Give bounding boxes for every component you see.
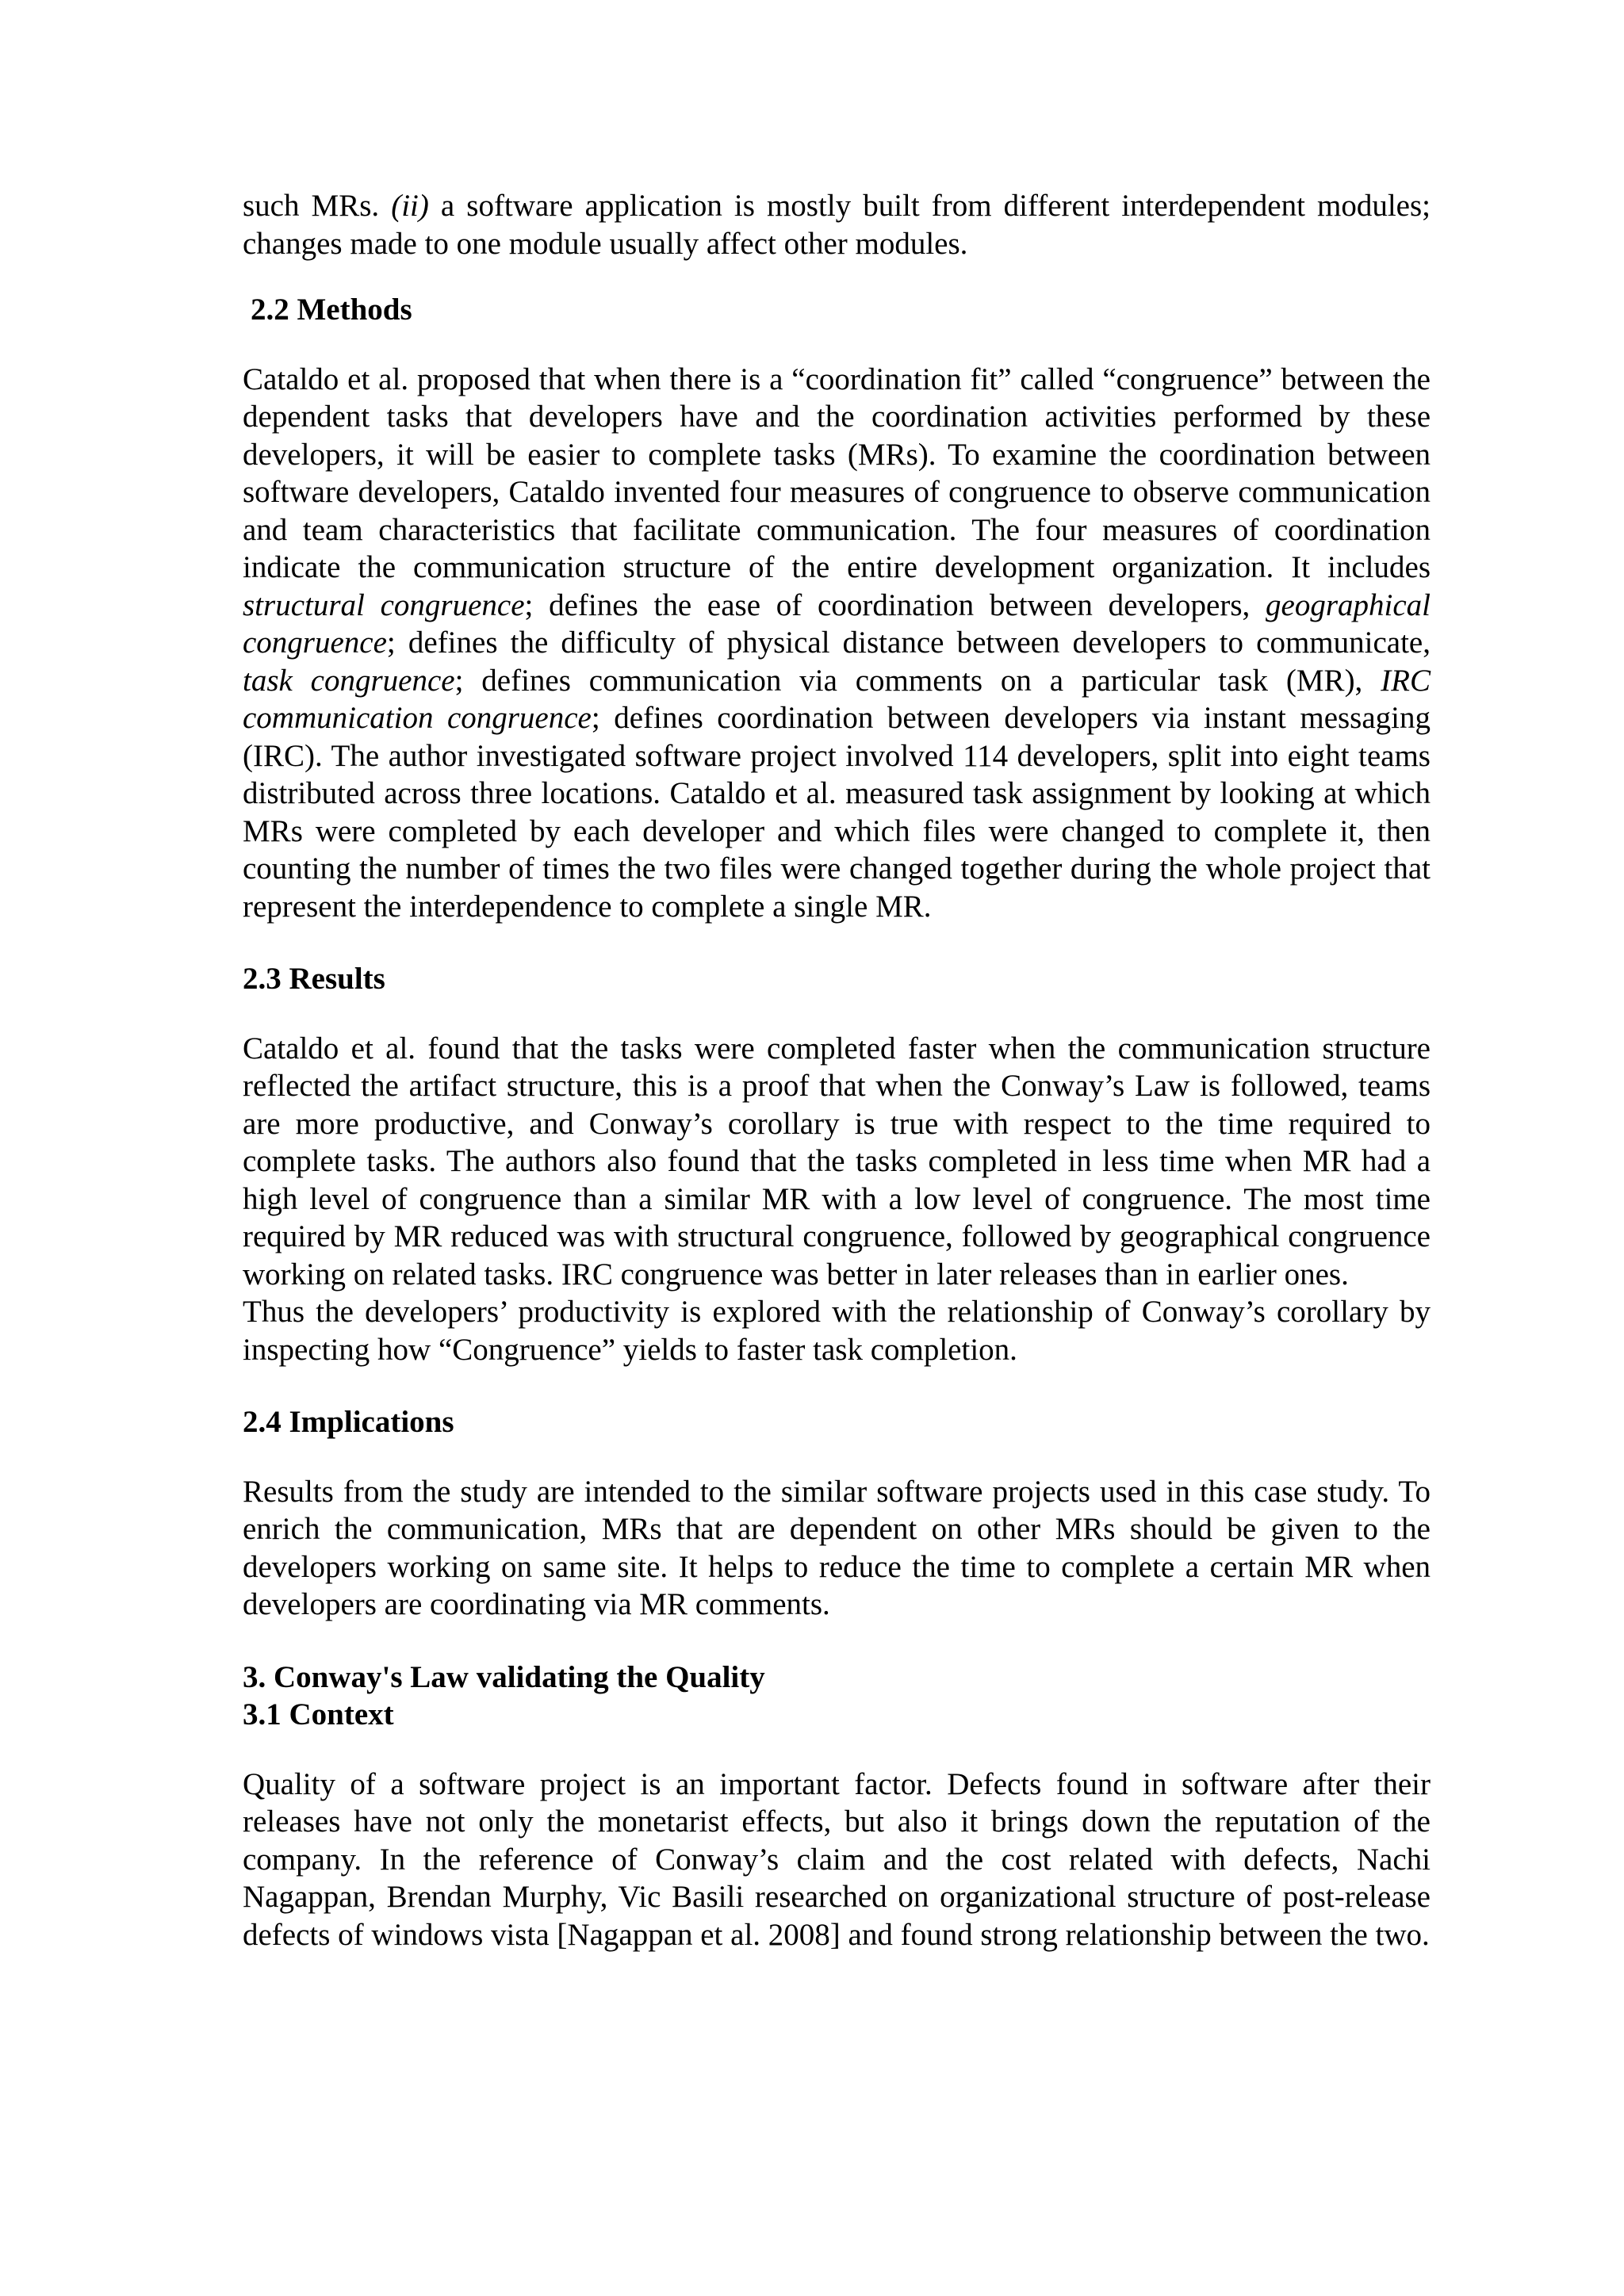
methods-heading: 2.2 Methods <box>251 293 412 327</box>
implications-heading: 2.4 Implications <box>243 1405 454 1439</box>
methods-italic-task: task congruence <box>243 663 455 698</box>
methods-text-4: ; defines communication via comments on a particular task (MR), <box>454 663 1381 698</box>
methods-text-2: ; defines the ease of coordination between developers, <box>524 587 1266 622</box>
implications-paragraph: Results from the study are intended to the similar software projects used in this case study. To enrich the communication, MRs that are dependent on other MRs should be given to the developers working on same site. It helps to reduce the time to complete a certain MR when developers are coordinating via MR comments. <box>243 1474 1431 1621</box>
methods-text-1: Cataldo et al. proposed that when there is a “coordination fit” called “congruence” between the dependent tasks that developers have and the coordination activities performed by these developers, it will be easier to complete tasks (MRs). To examine the coordination between software developers, Cataldo invented four measures of congruence to observe communication and team characteristics that facilitate communication. The four measures of coordination indicate the communication structure of the entire development organization. It includes <box>243 362 1431 584</box>
methods-text-3: ; defines the difficulty of physical distance between developers to communicate, <box>386 626 1431 660</box>
intro-italic-ii: (ii) <box>391 189 429 223</box>
methods-italic-irc: IRC communication congruence <box>243 663 1431 735</box>
intro-paragraph <box>243 187 1431 262</box>
intro-text-1: such MRs. <box>243 189 392 223</box>
section3-subheading: 3.1 Context <box>243 1697 394 1732</box>
section3-paragraph: Quality of a software project is an important factor. Defects found in software after their releases have not only the monetarist effects, but also it brings down the reputation of the company. In the reference of Conway’s claim and the cost related with defects, Nachi Nagappan, Brendan Murphy, Vic Basili researched on organizational structure of post-release defects of windows vista [Nagappan et al. 2008] and found strong relationship between the two. <box>243 1766 1431 1952</box>
methods-text-5: ; defines coordination between developers via instant messaging (IRC). The author investigated software project involved 114 developers, split into eight teams distributed across three locations. Cataldo et al. measured task assignment by looking at which MRs were completed by each developer and which files were changed to complete it, then counting the number of times the two files were changed together during the whole project that represent the interdependence to complete a single MR. <box>243 701 1431 924</box>
methods-paragraph <box>243 361 1431 926</box>
intro-text-2: a software application is mostly built from different interdependent modules; changes made to one module usually affect other modules. <box>243 189 1431 261</box>
page-content <box>243 187 1431 1954</box>
methods-italic-geographical: geographical congruence <box>243 587 1431 660</box>
section3-heading: 3. Conway's Law validating the Quality <box>243 1659 765 1694</box>
results-paragraph-2: Thus the developers’ productivity is explored with the relationship of Conway’s corollary by inspecting how “Congruence” yields to faster task completion. <box>243 1295 1431 1367</box>
methods-italic-structural: structural congruence <box>243 587 525 622</box>
results-heading: 2.3 Results <box>243 962 385 996</box>
results-paragraph-1: Cataldo et al. found that the tasks were completed faster when the communication structure reflected the artifact structure, this is a proof that when the Conway’s Law is followed, teams are more productive, and Conway’s corollary is true with respect to the time required to complete tasks. The authors also found that the tasks completed in less time when MR had a high level of congruence than a similar MR with a low level of congruence. The most time required by MR reduced was with structural congruence, followed by geographical congruence working on related tasks. IRC congruence was better in later releases than in earlier ones. <box>243 1031 1431 1292</box>
